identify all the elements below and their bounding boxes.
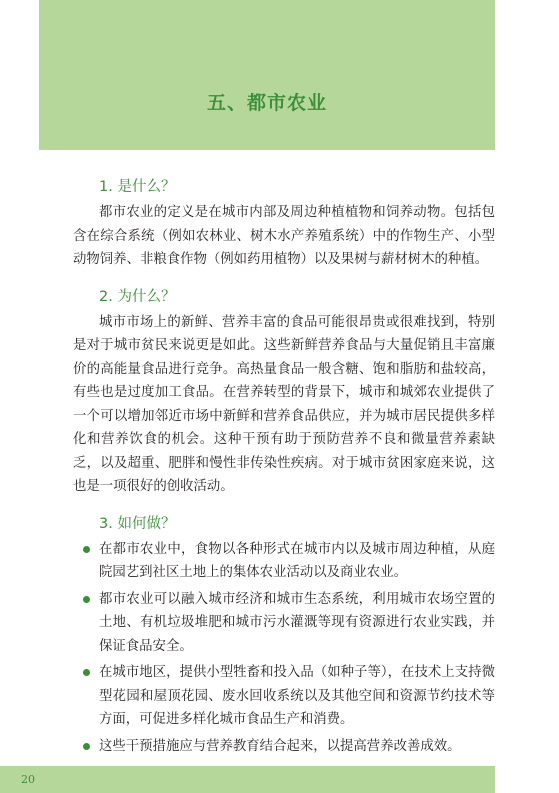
section-paragraph: 城市市场上的新鲜、营养丰富的食品可能很昂贵或很难找到，特别是对于城市贫民来说更是如此。这些新鲜营养食品与大量促销且丰富廉价的高能量食品进行竞争。高热量食品一般含糖、饱和脂肪和盐较高，有些也是过度加工食品。在营养转型的背景下，城市和城郊农业提供了一个可以增加邻近市场中新鲜和营养食品供应，并为城市居民提供多样化和营养饮食的机会。这种干预有助于预防营养不良和微量营养素缺乏，以及超重、肥胖和慢性非传染性疾病。对于城市贫困家庭来说，这也是一项很好的创收活动。 — [73, 314, 495, 494]
chapter-title: 五、都市农业 — [206, 92, 327, 114]
bullet-icon — [83, 546, 90, 553]
list-item-text: 在城市地区，提供小型牲畜和投入品（如种子等），在技术上支持微型花园和屋顶花园、废水回收系统以及其他空间和资源节约技术等方面，可促进多样化城市食品生产和消费。 — [99, 665, 495, 727]
bullet-icon — [83, 669, 90, 676]
list-item-text: 在都市农业中，食物以各种形式在城市内以及城市周边种植，从庭院园艺到社区土地上的集体农业活动以及商业农业。 — [99, 541, 495, 580]
page-content — [73, 175, 495, 761]
list-item — [73, 538, 495, 585]
section-heading: 3. 如何做？ — [99, 515, 176, 532]
header-band — [39, 0, 495, 150]
list-item-text: 都市农业可以融入城市经济和城市生态系统，利用城市农场空置的土地、有机垃圾堆肥和城市污水灌溉等现有资源进行农业实践，并保证食品安全。 — [99, 591, 495, 654]
section-paragraph: 都市农业的定义是在城市内部及周边种植植物和饲养动物。包括包含在综合系统（例如农林业、树木水产养殖系统）中的作物生产、小型动物饲养、非粮食作物（例如药用植物）以及果树与薪材树木的种植。 — [73, 205, 495, 267]
bullet-icon — [83, 743, 90, 750]
list-item — [73, 735, 495, 759]
section-how — [73, 512, 495, 759]
list-item-text: 这些干预措施应与营养教育结合起来，以提高营养改善成效。 — [99, 738, 461, 754]
page-number: 20 — [21, 773, 35, 786]
section-heading: 1. 是什么？ — [99, 179, 176, 195]
bullet-icon — [83, 596, 90, 603]
list-item — [73, 588, 495, 659]
list-item — [73, 661, 495, 732]
footer-band — [0, 766, 495, 793]
section-why — [73, 285, 495, 499]
bullet-list — [73, 538, 495, 759]
section-heading: 2. 为什么？ — [99, 288, 176, 305]
section-what — [73, 175, 495, 272]
